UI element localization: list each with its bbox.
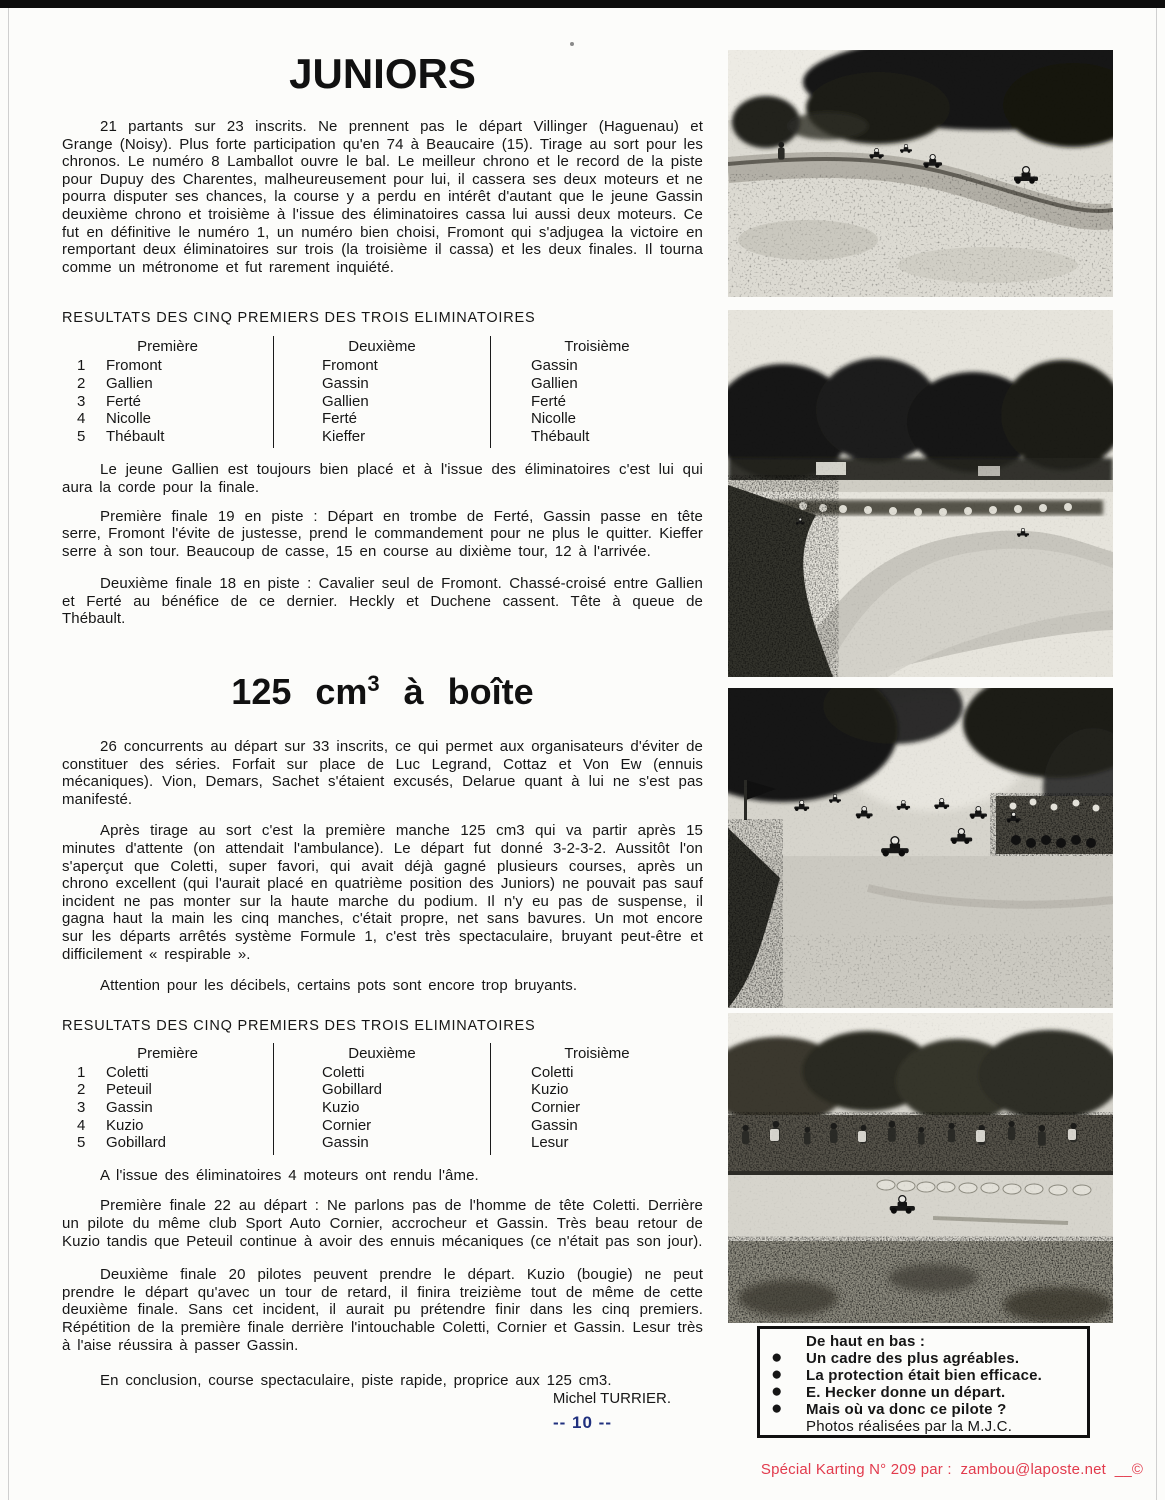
driver-name: Gassin — [531, 357, 578, 375]
table-row — [62, 1081, 273, 1099]
cm125-finale1-paragraph: Première finale 22 au départ : Ne parlons pas de l'homme de tête Coletti. Derrière un pilote du même club Sport Auto Cornier, accrocheur et Gassin. Très beau retour de Kuzio tandis que Peteuil continue à avoir des ennuis mécaniques (ce n'était pas son jour). — [62, 1197, 703, 1250]
driver-name: Ferté — [322, 410, 358, 428]
caption-item — [760, 1347, 1083, 1368]
table-row — [491, 357, 703, 375]
position: 3 — [77, 392, 86, 410]
driver-name: Gassin — [531, 1116, 578, 1134]
table-column-premiere — [62, 336, 273, 448]
driver-name: Kuzio — [531, 1081, 569, 1099]
column-header: Première — [137, 1044, 198, 1062]
table-row — [62, 1117, 273, 1135]
position: 5 — [77, 1134, 86, 1152]
table-row — [274, 1099, 490, 1117]
driver-name: Nicolle — [531, 410, 577, 428]
section-title-125cm3 — [62, 671, 703, 713]
driver-name: Gallien — [322, 392, 369, 410]
column-header: Deuxième — [348, 1044, 416, 1062]
driver-name: Thébault — [106, 427, 165, 445]
table-row — [62, 357, 273, 375]
column-header: Deuxième — [348, 338, 416, 356]
driver-name: Nicolle — [106, 410, 152, 428]
cm125-results-heading: RESULTATS DES CINQ PREMIERS DES TROIS ELIMINATOIRES — [62, 1017, 536, 1034]
driver-name: Ferté — [531, 392, 567, 410]
position: 1 — [77, 357, 86, 375]
footer-credit: Spécial Karting N° 209 par : zambou@laposte.net __© — [760, 1461, 1144, 1478]
juniors-finale2-paragraph: Deuxième finale 18 en piste : Cavalier seul de Fromont. Chassé-croisé entre Gallien et Ferté au bénéfice de ce dernier. Heckly et Duchene cassent. Tête à queue de Thébault. — [62, 575, 703, 628]
driver-name: Cornier — [322, 1116, 372, 1134]
table-row — [491, 1081, 703, 1099]
table-row — [491, 1134, 703, 1152]
caption-item — [760, 1398, 1083, 1419]
driver-name: Gallien — [106, 374, 153, 392]
driver-name: Coletti — [322, 1063, 365, 1081]
cm125-conclusion-paragraph: En conclusion, course spectaculaire, piste rapide, proprice aux 125 cm3. — [100, 1372, 612, 1390]
driver-name: Gassin — [322, 374, 369, 392]
table-row — [62, 410, 273, 428]
position: 4 — [77, 410, 86, 428]
table-row — [62, 1064, 273, 1082]
photo-caption-box — [757, 1326, 1090, 1438]
driver-name: Gassin — [106, 1098, 153, 1116]
scan-right-edge — [1156, 8, 1157, 1500]
photo-karts-on-sandy-track — [728, 50, 1113, 297]
photo-kart-passing-spectators — [728, 1013, 1113, 1323]
driver-name: Peteuil — [106, 1081, 152, 1099]
juniors-results-table — [62, 336, 703, 448]
cm125-results-table — [62, 1043, 703, 1155]
table-row — [491, 1117, 703, 1135]
table-row — [274, 1134, 490, 1152]
caption-credit-text: Photos réalisées par la M.J.C. — [806, 1418, 1013, 1435]
table-row — [274, 357, 490, 375]
caption-intro-text: De haut en bas : — [806, 1333, 926, 1350]
table-row — [62, 393, 273, 411]
driver-name: Gallien — [531, 374, 578, 392]
juniors-finale1-paragraph: Première finale 19 en piste : Départ en trombe de Ferté, Gassin passe en tête serre, Fromont l'évite de justesse, prend le commandement pour ne plus le quitter. Kieffer serre à son tour. Beaucoup de casse, 15 en course au dixième tour, 12 à l'arrivée. — [62, 507, 703, 560]
position: 4 — [77, 1116, 86, 1134]
bullet-icon: ● — [771, 1381, 783, 1402]
caption-item-text: Mais où va donc ce pilote ? — [806, 1401, 1007, 1418]
driver-name: Gobillard — [322, 1081, 383, 1099]
driver-name: Coletti — [106, 1063, 149, 1081]
table-column-premiere — [62, 1043, 273, 1155]
table-row — [491, 1099, 703, 1117]
bullet-icon: ● — [771, 1347, 783, 1368]
bullet-icon: ● — [771, 1398, 783, 1419]
photo-track-curve-with-trees — [728, 310, 1113, 677]
cm125-intro-paragraph: 26 concurrents au départ sur 33 inscrits, ce qui permet aux organisateurs d'éviter de constituer des séries. Forfait sur place de Luc Legrand, Cottaz et Von Ew (ennuis mécaniques). Vion, Demars, Sachet s'étaient excusés, Delarue quant à lui ne s'est pas manifesté. — [62, 738, 703, 808]
caption-item-text: La protection était bien efficace. — [806, 1367, 1043, 1384]
column-header: Troisième — [564, 1044, 630, 1062]
table-column-troisieme — [491, 1043, 703, 1155]
cm125-moteurs-paragraph: A l'issue des éliminatoires 4 moteurs ont rendu l'âme. — [100, 1166, 479, 1184]
title-prefix: 125 cm — [231, 671, 368, 713]
driver-name: Fromont — [322, 357, 378, 375]
driver-name: Gobillard — [106, 1134, 167, 1152]
article-column — [62, 0, 703, 1433]
table-row — [62, 428, 273, 446]
juniors-results-heading: RESULTATS DES CINQ PREMIERS DES TROIS ELIMINATOIRES — [62, 310, 536, 327]
driver-name: Lesur — [531, 1134, 569, 1152]
position: 5 — [77, 427, 86, 445]
table-row — [274, 393, 490, 411]
table-row — [62, 375, 273, 393]
table-row — [491, 393, 703, 411]
title-suffix: à boîte — [379, 671, 534, 713]
caption-credit — [760, 1418, 1083, 1435]
cm125-course-paragraph: Après tirage au sort c'est la première manche 125 cm3 qui va partir après 15 minutes d'attente (on attendait l'ambulance). Le départ fut donné 3-2-3-2. Aussitôt l'on s'aperçut que Coletti, super favori, qui avait déjà gagné plusieurs courses, après un chrono excellent (qui l'aurait placé en quatrième position des Juniors) ne pouvait pas sauf incident ne pas monter sur la haute marche du podium. Il n'y eu pas de suspense, il gagna haut la main les cinq manches, c'était propre, net sans bavures. Un mot encore sur les départs arrêtés système Formule 1, c'est très spectaculaire, bruyant peut-être et difficilement « respirable ». — [62, 822, 703, 963]
table-row — [491, 375, 703, 393]
cm125-finale2-paragraph: Deuxième finale 20 pilotes peuvent prendre le départ. Kuzio (bougie) ne peut prendre le départ qu'avec un tour de retard, il finira treizième tout de même de cette deuxième finale. Sans cet incident, il aurait pu prétendre finir dans les cinq premiers. Répétition de la première finale derrière l'intouchable Coletti, Cornier et Gassin. Lesur très à l'aise réussira à passer Gassin. — [62, 1266, 703, 1354]
position: 2 — [77, 1081, 86, 1099]
position: 1 — [77, 1063, 86, 1081]
column-header: Troisième — [564, 338, 630, 356]
juniors-gallien-paragraph: Le jeune Gallien est toujours bien placé et à l'issue des éliminatoires c'est lui qui aura la corde pour la finale. — [62, 461, 703, 496]
scan-left-edge — [8, 8, 9, 1500]
caption-item — [760, 1381, 1083, 1402]
author-byline: Michel TURRIER. — [552, 1389, 671, 1407]
table-row — [274, 1081, 490, 1099]
position: 3 — [77, 1098, 86, 1116]
table-row — [274, 1064, 490, 1082]
driver-name: Kuzio — [106, 1116, 144, 1134]
bullet-icon: ● — [771, 1364, 783, 1385]
table-row — [274, 1117, 490, 1135]
driver-name: Kieffer — [322, 427, 366, 445]
driver-name: Fromont — [106, 357, 162, 375]
driver-name: Ferté — [106, 392, 142, 410]
caption-item-text: E. Hecker donne un départ. — [806, 1384, 1006, 1401]
driver-name: Gassin — [322, 1134, 369, 1152]
driver-name: Cornier — [531, 1098, 581, 1116]
table-column-troisieme — [491, 336, 703, 448]
position: 2 — [77, 374, 86, 392]
table-row — [62, 1134, 273, 1152]
table-column-deuxieme — [273, 336, 491, 448]
driver-name: Coletti — [531, 1063, 574, 1081]
driver-name: Thébault — [531, 427, 590, 445]
photo-race-start-grid — [728, 688, 1113, 1008]
table-row — [491, 410, 703, 428]
juniors-intro-paragraph: 21 partants sur 23 inscrits. Ne prennent pas le départ Villinger (Haguenau) et Grange (Noisy). Plus forte participation qu'en 74 à Beaucaire (15). Tirage au sort pour les chronos. Le numéro 8 Lamballot ouvre le bal. Le meilleur chrono et le record de la piste pour Dupuy des Charentes, malheureusement pour lui, il cassera ses deux moteurs et ne pourra disputer ses chances, la course y a perdu en intérêt d'autant que le jeune Gassin deuxième chrono et troisième à l'issue des éliminatoires cassa lui aussi deux moteurs. Ce fut en définitive le numéro 1, un numéro bien choisi, Fromont qui s'adjugea la victoire en remportant deux éliminatoires sur trois (la troisième il cassa) et les deux finales. Il tourna comme un métronome et fut rarement inquiété. — [62, 118, 703, 276]
caption-item-text: Un cadre des plus agréables. — [806, 1350, 1020, 1367]
table-row — [491, 1064, 703, 1082]
page-title-juniors: JUNIORS — [289, 50, 476, 97]
table-row — [62, 1099, 273, 1117]
table-column-deuxieme — [273, 1043, 491, 1155]
caption-item — [760, 1364, 1083, 1385]
caption-intro — [760, 1333, 1083, 1350]
table-row — [491, 428, 703, 446]
column-header: Première — [137, 338, 198, 356]
table-row — [274, 428, 490, 446]
table-row — [274, 410, 490, 428]
cm125-decibels-paragraph: Attention pour les décibels, certains pots sont encore trop bruyants. — [100, 977, 578, 995]
driver-name: Kuzio — [322, 1098, 360, 1116]
page-number: -- 10 -- — [553, 1412, 612, 1432]
table-row — [274, 375, 490, 393]
title-superscript: 3 — [367, 671, 380, 697]
